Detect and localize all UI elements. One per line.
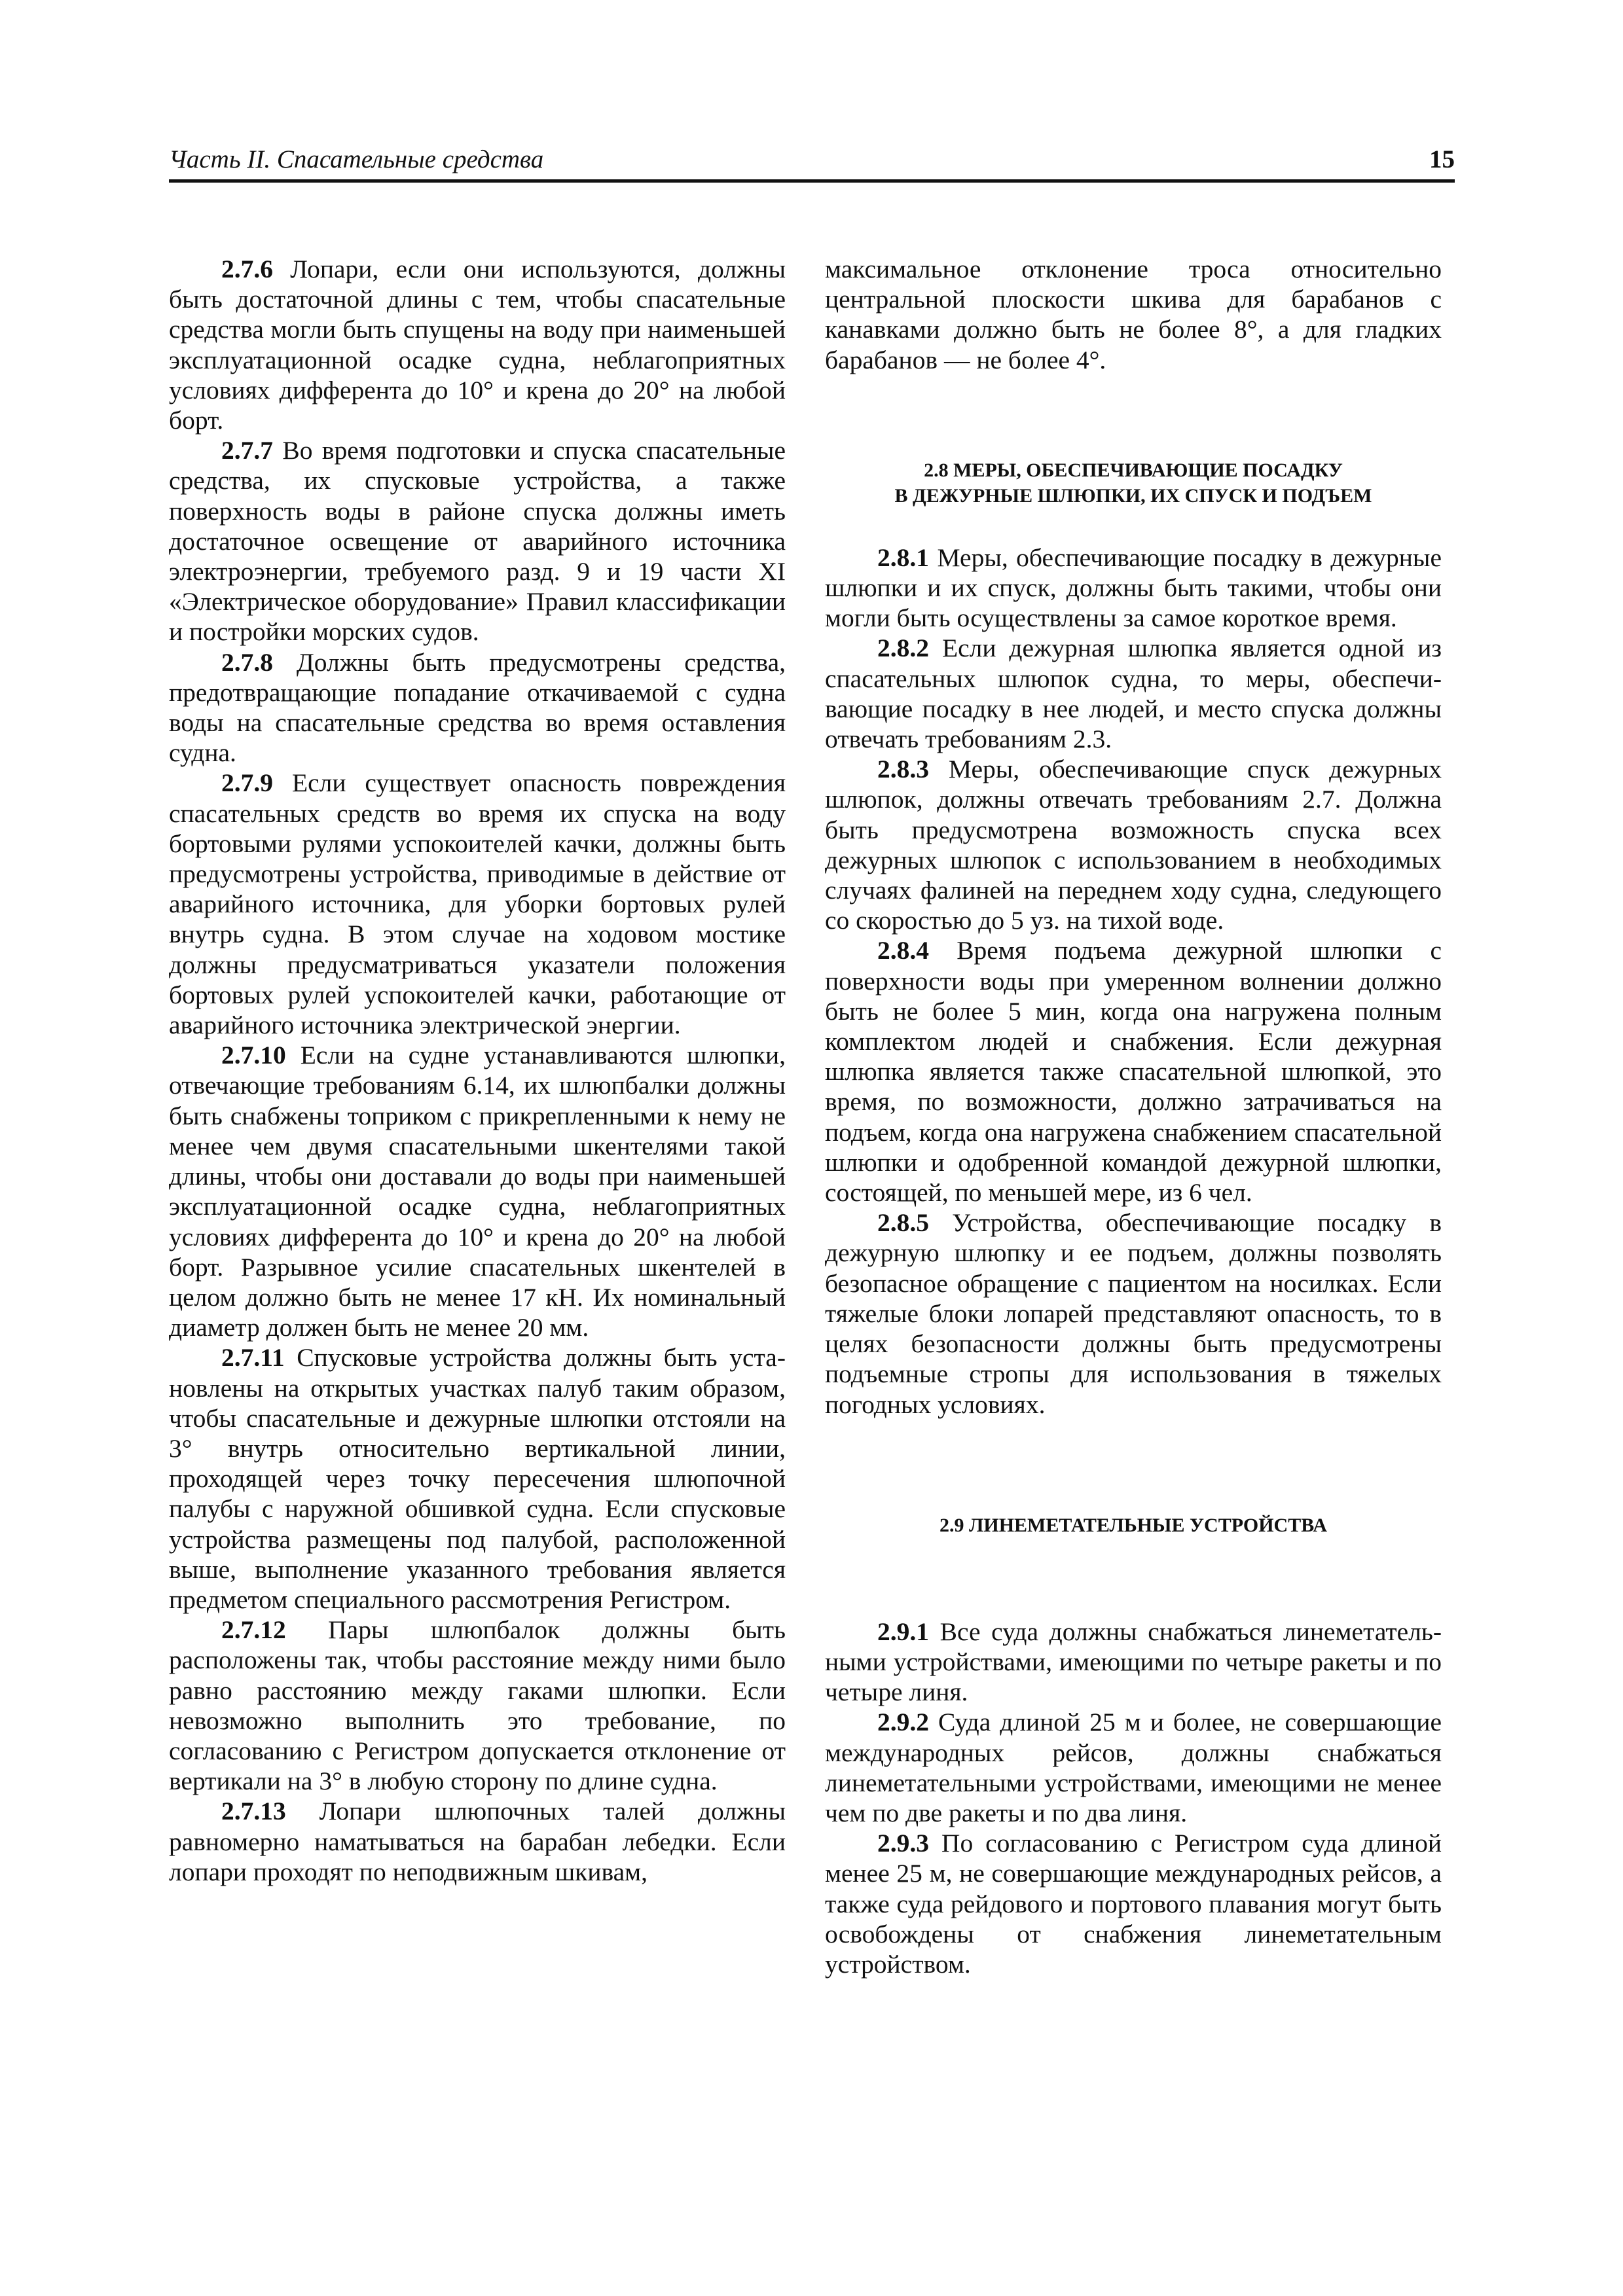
paragraph-2-7-8: [169, 647, 786, 768]
clause-number: 2.8.4: [877, 936, 929, 965]
paragraph-2-9-2: [825, 1707, 1442, 1828]
clause-number: 2.8.3: [877, 755, 929, 784]
clause-number: 2.7.13: [221, 1797, 286, 1826]
paragraph-text: Лопари шлюпочных талей должны равномерно наматываться на барабан лебедки. Если лопари проходят по неподвижным шкивам,: [169, 1797, 786, 1886]
paragraph-text: Если на судне устанавливаются шлюпки, отвечающие требованиям 6.14, их шлюпбалки должны быть снабжены топриком с прикрепленными к нему не менее чем двумя спасательными шкентелями такой длины, чтобы они доставали до воды при наименьшей эксплуатационной осадке судна, неблагоприятных условиях дифферента до 10° и крена до 20° на любой борт. Разрывное усилие спасательных шкентелей в целом должно быть не менее 17 кН. Их номинальный диаметр должен быть не менее 20 мм.: [169, 1041, 786, 1342]
paragraph-2-7-7: [169, 435, 786, 647]
running-title: Часть II. Спасательные средства: [169, 145, 544, 173]
paragraph-text: Во время подготовки и спуска спасательные средства, их спусковые устройства, а также поверхность воды в районе спуска должны иметь достаточное освещение от аварийного источника электроэнергии, требуемого разд. 9 и 19 части XI «Электрическое оборудование» Правил классификации и постройки морских судов.: [169, 436, 786, 647]
clause-number: 2.8.5: [877, 1208, 929, 1238]
clause-number: 2.7.11: [221, 1343, 285, 1372]
paragraph-2-8-4: [825, 935, 1442, 1208]
clause-number: 2.7.10: [221, 1041, 286, 1070]
paragraph-text: Должны быть предусмотрены средства, предотвращающие попадание откачиваемой с судна воды на спасательные средства во время оставления судна.: [169, 647, 786, 768]
clause-number: 2.9.2: [877, 1708, 929, 1737]
paragraph-2-9-3: [825, 1828, 1442, 1979]
heading-line: 2.8 МЕРЫ, ОБЕСПЕЧИВАЮЩИЕ ПОСАДКУ: [924, 459, 1343, 481]
left-column: [169, 254, 786, 1887]
paragraph-2-8-1: [825, 543, 1442, 634]
paragraph-2-7-9: [169, 768, 786, 1040]
paragraph-text: Все суда должны снабжаться линеметательными устройствами, имеющими по четыре ракеты и по четыре линя.: [825, 1617, 1442, 1707]
clause-number: 2.7.7: [221, 436, 273, 465]
paragraph-text: Если дежурная шлюпка является одной из спасательных шлюпок судна, то меры, обеспечивающие посадку в нее людей, и место спуска должны отвечать требованиям 2.3.: [825, 634, 1442, 754]
paragraph-text: Суда длиной 25 м и более, не совершающие международных рейсов, должны снабжаться линеметательными устройствами, имеющими не менее чем по две ракеты и по два линя.: [825, 1708, 1442, 1827]
paragraph-text: Лопари, если они используются, должны быть достаточной длины с тем, чтобы спасательные средства могли быть спущены на воду при наименьшей эксплуатационной осадке судна, неблагоприятных условиях дифферента до 10° и крена до 20° на любой борт.: [169, 255, 786, 435]
paragraph-2-7-11: [169, 1342, 786, 1615]
right-column: [825, 254, 1442, 1979]
page-number: 15: [1429, 145, 1455, 173]
paragraph-text: По согласованию с Регистром суда длиной менее 25 м, не совершающие международных рейсов, а также суда рейдового и портового плавания могут быть освобождены от снабжения линеметательным устройством.: [825, 1829, 1442, 1979]
paragraph-2-7-13: [169, 1796, 786, 1887]
clause-number: 2.8.1: [877, 543, 929, 572]
paragraph-2-7-13-continuation: максимальное отклонение троса относительно центральной плоскости шкива для барабанов с канавками должно быть не более 8°, а для гладких барабанов — не более 4°.: [825, 255, 1442, 374]
paragraph-text: Устройства, обеспечивающие посадку в дежурную шлюпку и ее подъем, должны позволять безопасное обращение с пациентом на носилках. Если тяжелые блоки лопарей представляют опасность, то в целях безопасности должны быть предусмотрены подъемные стропы для использования в тяжелых погодных условиях.: [825, 1208, 1442, 1419]
paragraph-2-8-3: [825, 754, 1442, 935]
paragraph-2-8-2: [825, 633, 1442, 754]
clause-number: 2.8.2: [877, 634, 929, 663]
clause-number: 2.7.6: [221, 255, 273, 283]
paragraph-2-7-10: [169, 1040, 786, 1342]
paragraph-2-7-12: [169, 1615, 786, 1796]
page-header: [169, 143, 1455, 183]
paragraph-text: Спусковые устройства должны быть установлены на открытых участках палуб таким образом, чтобы спасательные и дежурные шлюпки отстояли на 3° внутрь относительно вертикальной линии, проходящей через точку пересечения шлюпочной палубы с наружной обшивкой судна. Если спусковые устройства размещены под палубой, расположенной выше, выполнение указанного требования является предметом специального рассмотрения Регистром.: [169, 1343, 786, 1614]
paragraph-2-7-6: [169, 254, 786, 435]
heading-line: В ДЕЖУРНЫЕ ШЛЮПКИ, ИХ СПУСК И ПОДЪЕМ: [894, 484, 1372, 507]
clause-number: 2.7.8: [221, 647, 273, 677]
paragraph-2-8-5: [825, 1208, 1442, 1419]
paragraph-text: Время подъема дежурной шлюпки с поверхности воды при умеренном волнении должно быть не более 5 мин, когда она нагружена полным комплектом людей и снабжения. Если дежурная шлюпка является также спасательной шлюпкой, это время, по возможности, должно затрачиваться на подъем, когда она нагружена снабжением спасательной шлюпки и одобренной командой дежурной шлюпки, состоящей, по меньшей мере, из 6 чел.: [825, 936, 1442, 1208]
clause-number: 2.9.1: [877, 1617, 929, 1646]
paragraph-2-9-1: [825, 1617, 1442, 1708]
paragraph-text: Если существует опасность повреждения спасательных средств во время их спуска на воду бортовыми рулями успокоителей качки, должны быть предусмотрены устройства, приводимые в действие от аварийного источника, для уборки бортовых рулей внутрь судна. В этом случае на ходовом мостике должны предусматриваться указатели положения бортовых рулей успокоителей качки, работающие от аварийного источника электрической энергии.: [169, 768, 786, 1040]
section-heading-2-8: [825, 457, 1442, 509]
clause-number: 2.9.3: [877, 1829, 929, 1858]
section-heading-2-9: 2.9 ЛИНЕМЕТАТЕЛЬНЫЕ УСТРОЙСТВА: [939, 1514, 1327, 1536]
clause-number: 2.7.12: [221, 1615, 286, 1645]
paragraph-text: Меры, обеспечивающие посадку в дежурные шлюпки и их спуск, должны быть такими, чтобы они могли быть осуществлены за самое короткое время.: [825, 543, 1442, 633]
clause-number: 2.7.9: [221, 768, 273, 798]
paragraph-text: Меры, обеспечивающие спуск дежурных шлюпок, должны отвечать требованиям 2.7. Должна быть предусмотрена возможность спуска всех дежурных шлюпок с использованием в необходимых случаях фалиней на переднем ходу судна, следующего со скоростью до 5 уз. на тихой воде.: [825, 755, 1442, 935]
paragraph-text: Пары шлюпбалок должны быть расположены так, чтобы расстояние между ними было равно расстоянию между гаками шлюпки. Если невозможно выполнить это требование, по согласованию с Регистром допускается отклонение от вертикали на 3° в любую сторону по длине судна.: [169, 1615, 786, 1796]
